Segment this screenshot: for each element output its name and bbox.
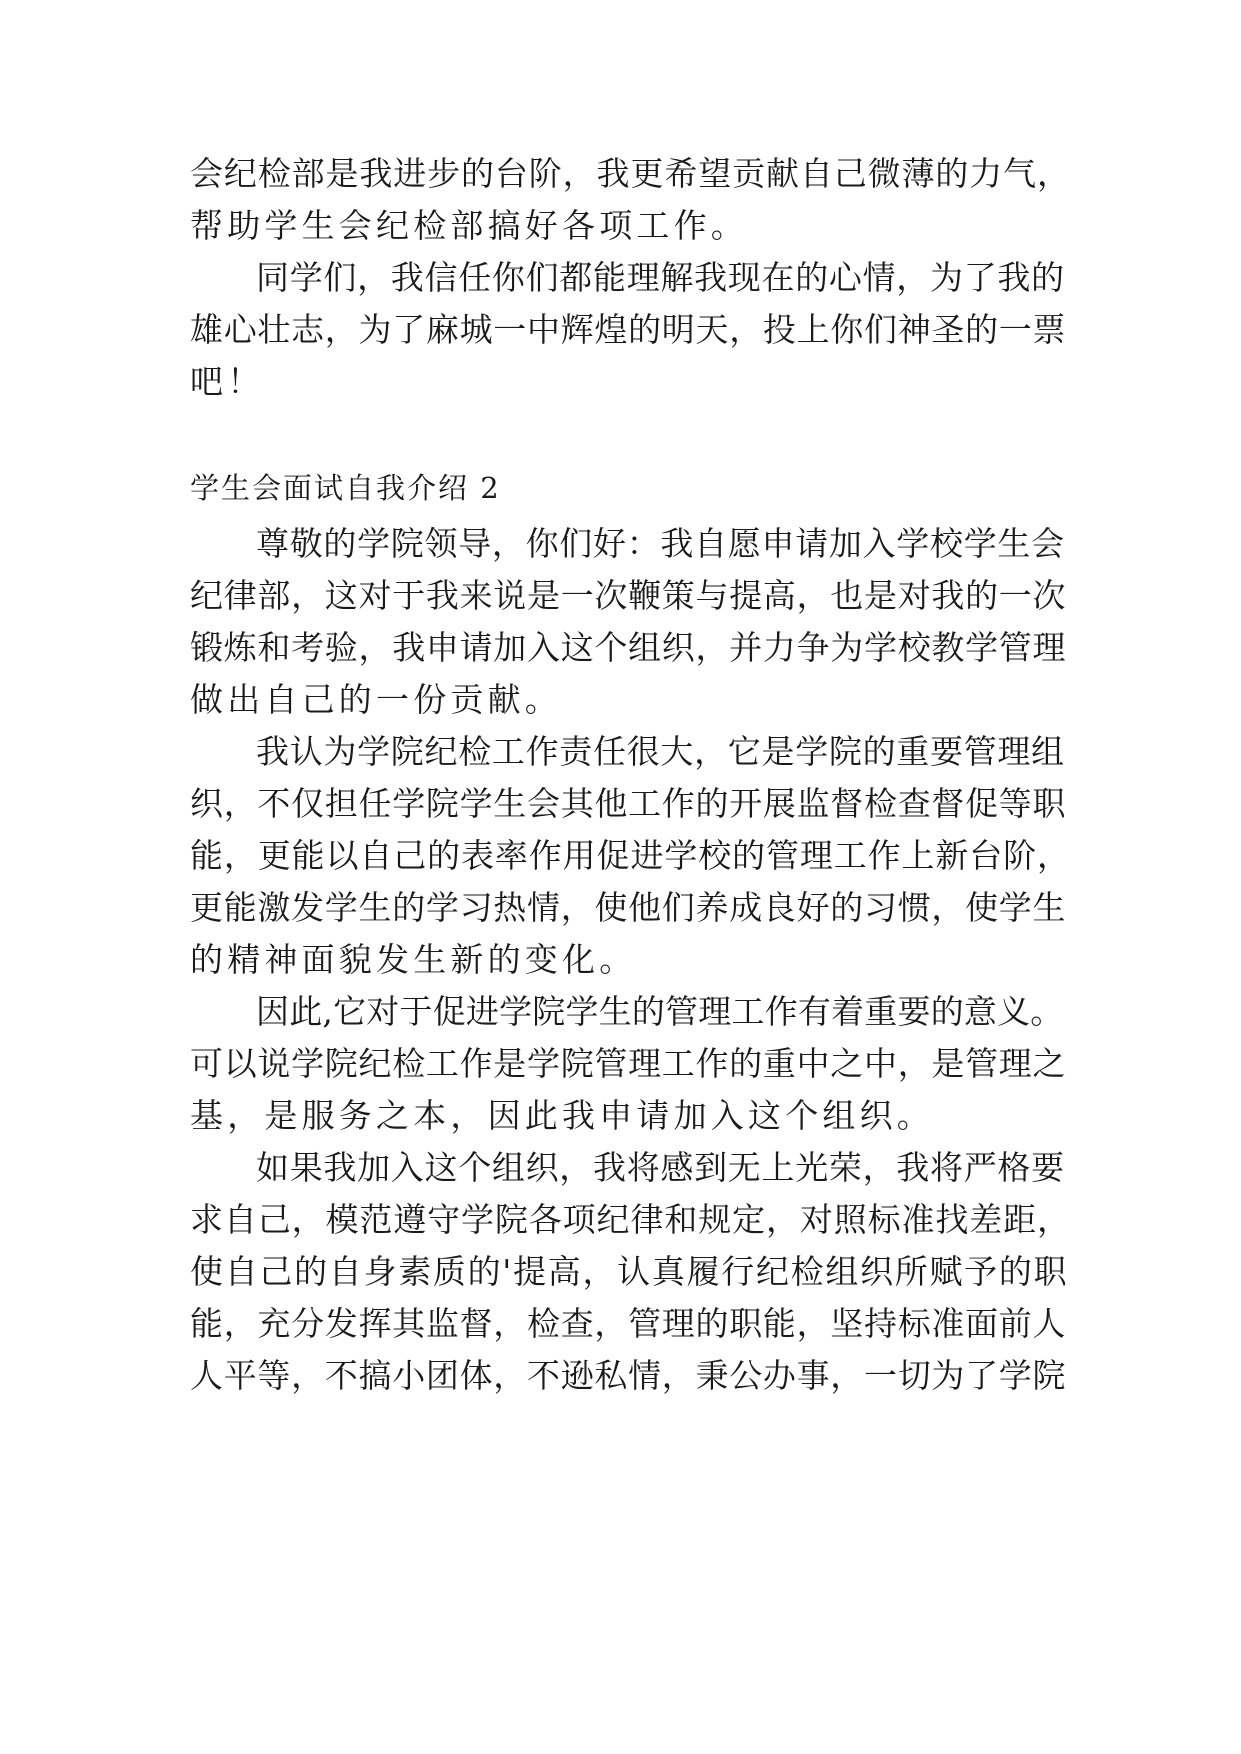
paragraph-5-line-3: 基，是服务之本，因此我申请加入这个组织。: [190, 1096, 934, 1135]
paragraph-1-line-2: 帮助学生会纪检部搞好各项工作。: [190, 206, 748, 245]
document-page: [190, 0, 1070, 1754]
section-heading: 学生会面试自我介绍 2: [190, 471, 501, 505]
paragraph-2-line-1: 同学们，我信任你们都能理解我现在的心情，为了我的: [256, 258, 1065, 297]
paragraph-3-line-4: 做出自己的一份贡献。: [190, 680, 562, 719]
paragraph-4-line-5: 的精神面貌发生新的变化。: [190, 940, 637, 979]
paragraph-4-line-4: 更能激发学生的学习热情，使他们养成良好的习惯，使学生: [190, 888, 1067, 927]
paragraph-6-line-2: 求自己，模范遵守学院各项纪律和规定，对照标准找差距，: [190, 1200, 1070, 1239]
paragraph-4-line-3: 能，更能以自己的表率作用促进学校的管理工作上新台阶，: [190, 836, 1070, 875]
paragraph-3-line-1: 尊敬的学院领导，你们好：我自愿申请加入学校学生会: [256, 524, 1065, 563]
paragraph-5-line-1: 因此,它对于促进学院学生的管理工作有着重要的意义。: [256, 992, 1064, 1031]
paragraph-4-line-2: 织，不仅担任学院学生会其他工作的开展监督检查督促等职: [190, 784, 1067, 823]
paragraph-6-line-5: 人平等，不搞小团体，不逊私情，秉公办事，一切为了学院: [190, 1356, 1067, 1395]
paragraph-3-line-3: 锻炼和考验，我申请加入这个组织，并力争为学校教学管理: [190, 628, 1067, 667]
paragraph-6-line-1: 如果我加入这个组织，我将感到无上光荣，我将严格要: [256, 1148, 1065, 1187]
paragraph-4-line-1: 我认为学院纪检工作责任很大，它是学院的重要管理组: [256, 732, 1065, 771]
paragraph-3-line-2: 纪律部，这对于我来说是一次鞭策与提高，也是对我的一次: [190, 576, 1067, 615]
paragraph-5-line-2: 可以说学院纪检工作是学院管理工作的重中之中，是管理之: [190, 1044, 1067, 1083]
paragraph-6-line-4: 能，充分发挥其监督，检查，管理的职能，坚持标准面前人: [190, 1304, 1067, 1343]
paragraph-2-line-2: 雄心壮志，为了麻城一中辉煌的明天，投上你们神圣的一票: [190, 310, 1067, 349]
paragraph-1-line-1: 会纪检部是我进步的台阶，我更希望贡献自己微薄的力气，: [190, 154, 1070, 193]
paragraph-2-line-3: 吧！: [190, 362, 265, 401]
paragraph-6-line-3: 使自己的自身素质的'提高，认真履行纪检组织所赋予的职: [190, 1252, 1069, 1291]
